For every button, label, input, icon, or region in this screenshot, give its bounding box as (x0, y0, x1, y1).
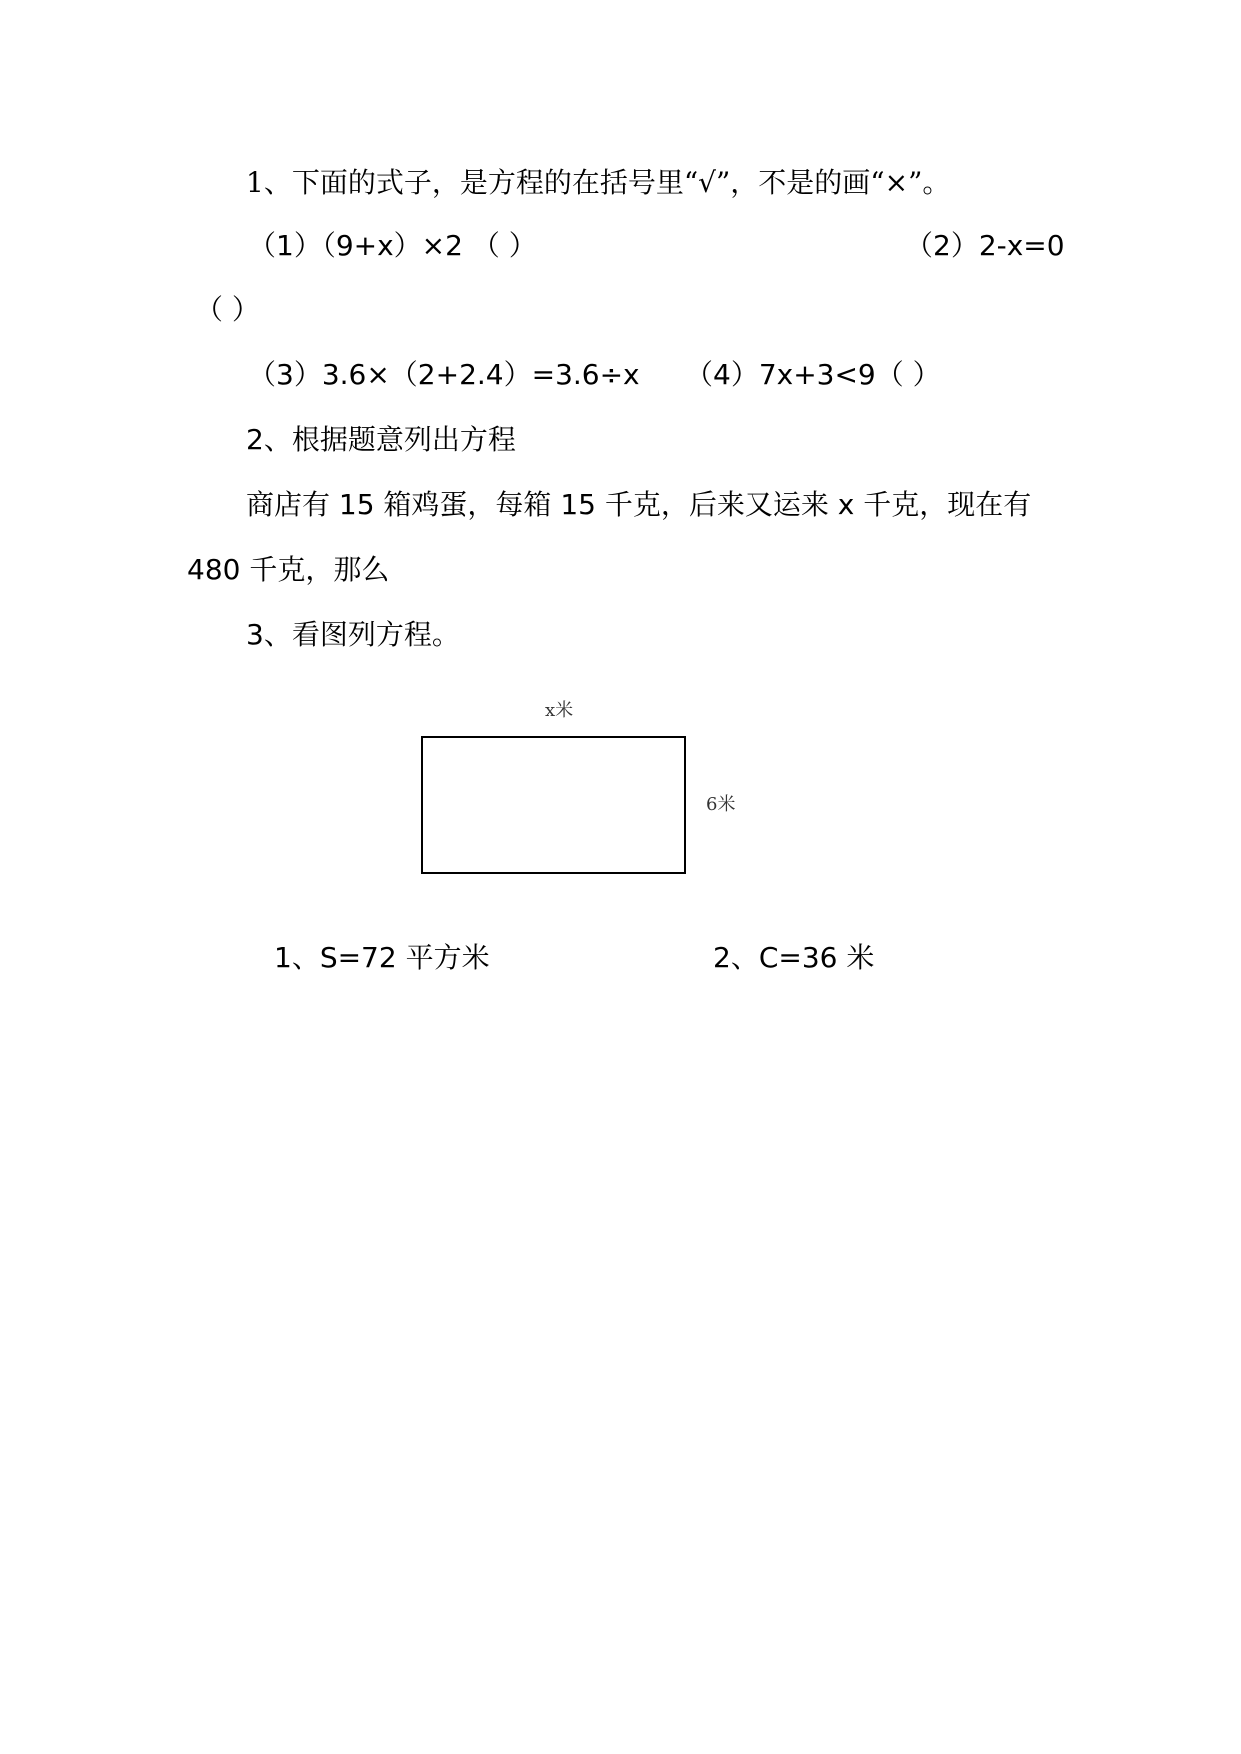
q1-item-1: （1）（9+x）×2 （ ） (248, 229, 537, 262)
q1-title: 1、下面的式子，是方程的在括号里“√”，不是的画“×”。 (246, 166, 951, 199)
rectangle-figure (400, 700, 736, 880)
q1-item-2-paren: （ ） (195, 293, 260, 326)
q3-title: 3、看图列方程。 (246, 618, 460, 651)
height-label: 6米 (706, 794, 736, 815)
rectangle-shape (421, 736, 686, 874)
q2-text-line-1: 商店有 15 箱鸡蛋，每箱 15 千克，后来又运来 x 千克，现在有 (246, 488, 1032, 521)
q3-sub-1: 1、S=72 平方米 (274, 941, 490, 974)
width-label: x米 (545, 700, 574, 721)
q1-item-4: （4）7x+3<9（ ） (685, 358, 941, 391)
q1-item-3: （3）3.6×（2+2.4）=3.6÷x (248, 358, 640, 391)
q2-title: 2、根据题意列出方程 (246, 423, 516, 456)
q3-sub-2: 2、C=36 米 (713, 941, 875, 974)
q1-item-2: （2）2-x=0 (905, 229, 1065, 262)
q2-text-line-2: 480 千克，那么 (187, 553, 390, 586)
